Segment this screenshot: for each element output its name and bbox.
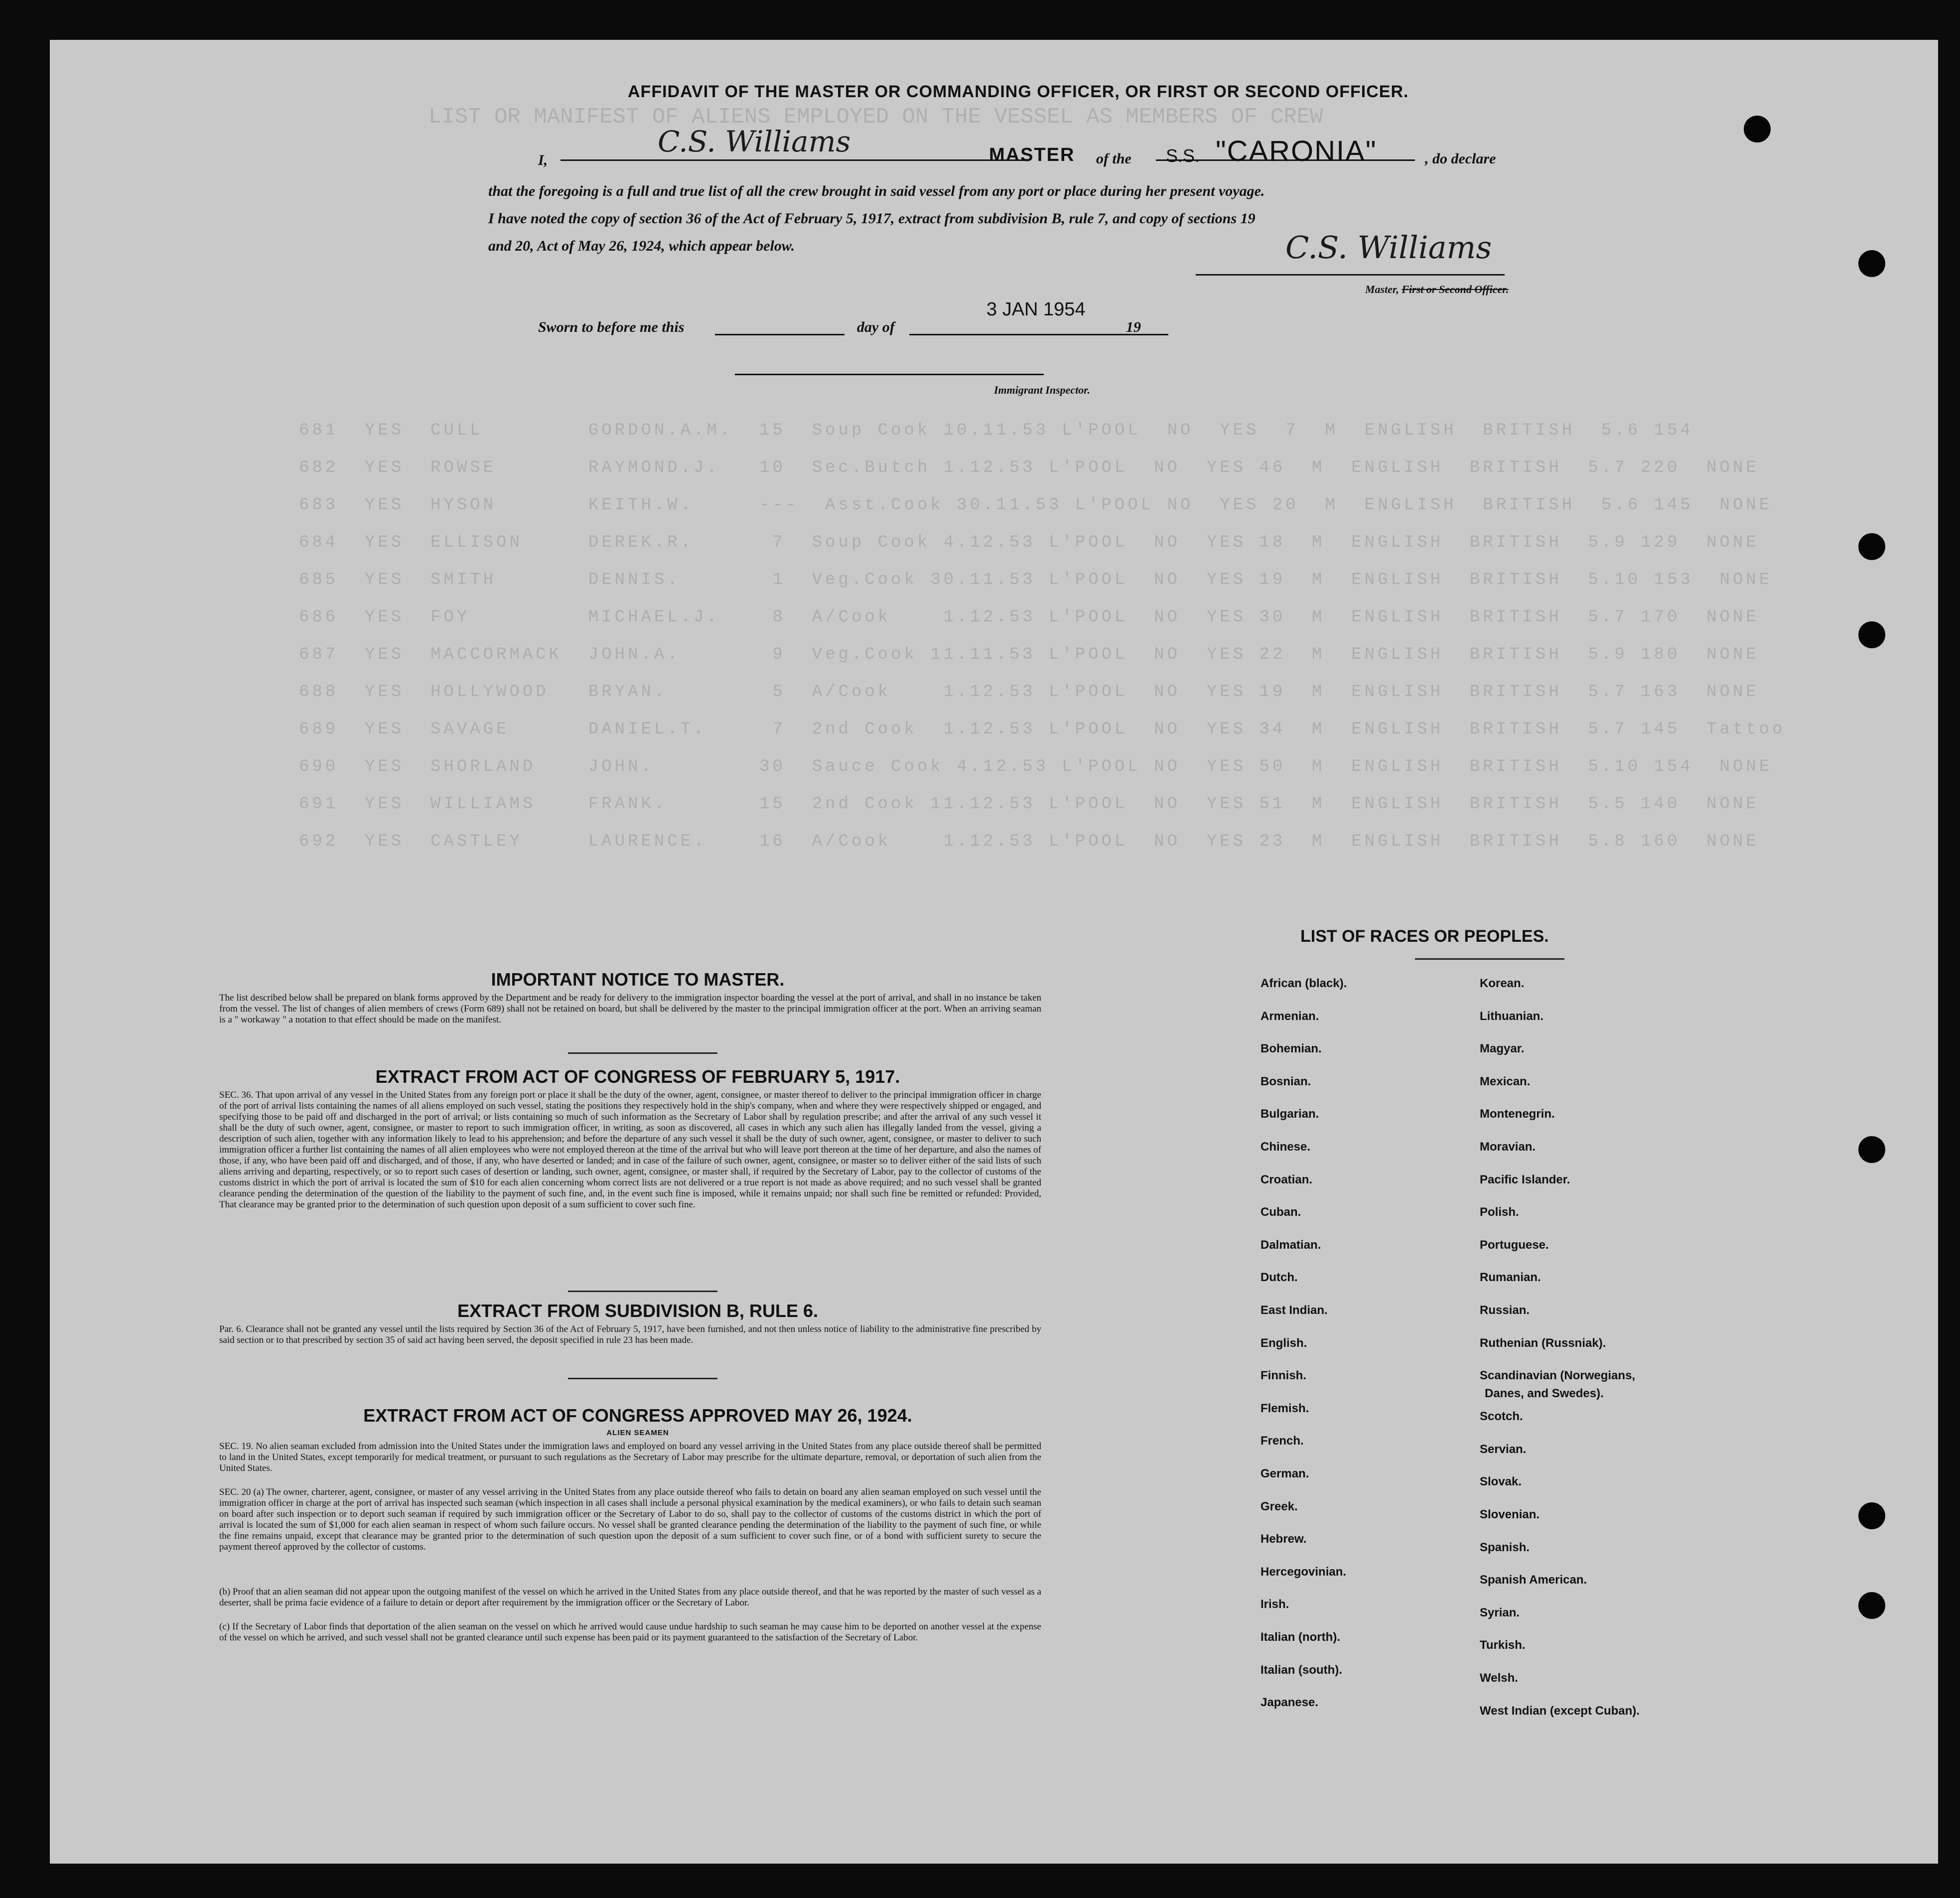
sworn-text: Sworn to before me this (538, 319, 685, 335)
divider (1415, 958, 1564, 960)
master-word: MASTER (989, 145, 1075, 165)
race-item: Flemish. (1260, 1401, 1309, 1415)
race-item: Dutch. (1260, 1271, 1298, 1285)
notice-title: IMPORTANT NOTICE TO MASTER. (491, 969, 785, 990)
race-item: Lithuanian. (1480, 1009, 1543, 1023)
inspector-line (735, 374, 1044, 375)
race-item: Ruthenian (Russniak). (1480, 1336, 1606, 1350)
binder-hole (1858, 621, 1885, 648)
extract-rule6-body: Par. 6. Clearance shall not be granted any vessel until the lists required by Section 36 of the Act of February 5, 1917, have been furnished, and not then unless notice of liability to the administrative fine prescribed by said section or to that prescribed by section 35 of said act having been served, the deposit specified in rule 23 has been made. (219, 1324, 1041, 1345)
race-item: West Indian (except Cuban). (1480, 1704, 1640, 1718)
race-item: Croatian. (1260, 1172, 1313, 1186)
race-item: Slovenian. (1480, 1508, 1540, 1521)
races-title: LIST OF RACES OR PEOPLES. (1300, 927, 1549, 946)
signature-caption-master: Master, (1365, 283, 1399, 295)
extract-rule6-title: EXTRACT FROM SUBDIVISION B, RULE 6. (457, 1301, 819, 1321)
bleed-through-row: 688 YES HOLLYWOOD BRYAN. 5 A/Cook 1.12.53 L'POOL NO YES 19 M ENGLISH BRITISH 5.7 163 NONE (299, 683, 1759, 702)
date-stamp: 3 JAN 1954 (986, 299, 1086, 320)
race-item: Russian. (1480, 1304, 1530, 1317)
bleed-through-header: LIST OR MANIFEST OF ALIENS EMPLOYED ON THE VESSEL AS MEMBERS OF CREW (428, 105, 1323, 130)
divider (568, 1052, 717, 1054)
i-prefix: I, (538, 152, 548, 168)
binder-hole (1858, 533, 1885, 560)
bleed-through-row: 691 YES WILLIAMS FRANK. 15 2nd Cook 11.12.53 L'POOL NO YES 51 M ENGLISH BRITISH 5.5 140 NONE (299, 795, 1759, 814)
race-item: German. (1260, 1467, 1309, 1480)
race-item: Korean. (1480, 977, 1525, 990)
extract-1924-title: EXTRACT FROM ACT OF CONGRESS APPROVED MAY 26, 1924. (363, 1405, 912, 1426)
extract-1924-subtitle: ALIEN SEAMEN (606, 1429, 669, 1437)
extract-1917-body: SEC. 36. That upon arrival of any vessel in the United States from any foreign port or place it shall be the duty of the owner, agent, consignee, or master thereof to deliver to the principal immigration officer in charge of the port of arrival lists containing the names of all aliens employed on such vessel, stating the positions they respectively hold in the ship's company, when and where they were respectively shipped or engaged, and specifying those to be paid off and discharged in the port of arrival; or lists containing so much of such information as the Secretary of Labor shall by regulation prescribe; and after the arrival of any such vessel it shall be the duty of such owner, agent, consignee, or master to report to such immigration officer, in writing, as soon as discovered, all cases in which any such alien has illegally landed from the vessel, giving a description of such alien, together with any information likely to lead to his apprehension; and before the departure of any such vessel it shall be the duty of such owner, agent, consignee, or master to deliver to such immigration officer a further list containing the names of all alien employees who were not employed thereon at the time of the arrival but who will leave port thereon at the time of her departure, and also the names of those, if any, who have been paid off and discharged, and of those, if any, who have deserted or landed; and in case of the failure of such owner, agent, consignee, or master so to deliver either of the said lists of such aliens arriving and departing, respectively, or so to report such cases of desertion or landing, such owner, agent, consignee, or master shall, if required by the Secretary of Labor, pay to the collector of customs of the customs district in which the port of arrival is located the sum of $10 for each alien concerning whom correct lists are not delivered or a true report is not made as above required; and no such vessel shall be granted clearance pending the determination of the question of the liability to the payment of such fine, and, in the event such fine is imposed, while it remains unpaid; nor shall such fine be remitted or refunded: Provided, That clearance may be granted prior to the determination of such question upon deposit of a sum sufficient to cover such fine. (219, 1090, 1041, 1210)
race-item: French. (1260, 1434, 1304, 1448)
race-item: Pacific Islander. (1480, 1172, 1570, 1186)
extract-1924-sec20c: (c) If the Secretary of Labor finds that deportation of the alien seaman on the vessel on which he arrived would cause undue hardship to such seaman he may cause him to be deported on another vessel at the expense of the vessel on which he arrived, and such vessel shall not be granted clearance until such expense has been paid or its payment guaranteed to the satisfaction of the Secretary of Labor. (219, 1621, 1041, 1643)
race-item: Danes, and Swedes). (1485, 1387, 1604, 1401)
divider (568, 1378, 717, 1379)
affidavit-line-4: and 20, Act of May 26, 1924, which appear below. (488, 238, 795, 254)
binder-hole (1858, 250, 1885, 277)
race-item: Spanish American. (1480, 1573, 1587, 1587)
race-item: Cuban. (1260, 1205, 1301, 1219)
divider (568, 1291, 717, 1292)
race-item: African (black). (1260, 977, 1347, 990)
race-item: Slovak. (1480, 1475, 1522, 1489)
race-item: English. (1260, 1336, 1307, 1350)
race-item: Welsh. (1480, 1671, 1518, 1685)
extract-1917-title: EXTRACT FROM ACT OF CONGRESS OF FEBRUARY 5, 1917. (375, 1066, 900, 1087)
race-item: Dalmatian. (1260, 1238, 1321, 1252)
master-name-line (560, 159, 1029, 161)
race-item: Spanish. (1480, 1540, 1530, 1554)
extract-1924-sec20a: SEC. 20 (a) The owner, charterer, agent, consignee, or master of any vessel arriving in the United States from any place outside thereof who fails to detain on board any alien seaman employed on such vessel until the immigration officer in charge at the port of arrival has inspected such seaman (which inspection in all cases shall include a personal physical examination by the medical examiners), or who fails to detain such seaman on board after such inspection or to deport such seaman if required by such immigration officer or the Secretary of Labor to do so, shall pay to the collector of customs of the customs district in which the port of arrival is located the sum of $1,000 for each alien seaman in respect of whom such failure occurs. No vessel shall be granted clearance pending the determination of the liability to the payment of such fine, or while the fine remains unpaid, except that clearance may be granted prior to the determination of such question upon the deposit of a sum sufficient to cover such fine, or of a bond with sufficient surety to secure the payment thereof approved by the collector of customs. (219, 1487, 1041, 1552)
race-item: Bohemian. (1260, 1042, 1322, 1056)
race-item: Polish. (1480, 1205, 1519, 1219)
bleed-through-row: 681 YES CULL GORDON.A.M. 15 Soup Cook 10.11.53 L'POOL NO YES 7 M ENGLISH BRITISH 5.6 154 (299, 421, 1693, 440)
bleed-through-row: 682 YES ROWSE RAYMOND.J. 10 Sec.Butch 1.12.53 L'POOL NO YES 46 M ENGLISH BRITISH 5.7 220 NONE (299, 458, 1759, 477)
extract-1924-sec19: SEC. 19. No alien seaman excluded from admission into the United States under the immigration laws and employed on board any vessel arriving in the United States from any place outside thereof shall be permitted to land in the United States, except temporarily for medical treatment, or pursuant to such regulations as the Secretary of Labor may prescribe for the ultimate departure, removal, or deportation of such alien from the United States. (219, 1441, 1041, 1473)
bleed-through-row: 690 YES SHORLAND JOHN. 30 Sauce Cook 4.12.53 L'POOL NO YES 50 M ENGLISH BRITISH 5.10 154 NONE (299, 757, 1773, 776)
affidavit-heading: AFFIDAVIT OF THE MASTER OR COMMANDING OFFICER, OR FIRST OR SECOND OFFICER. (628, 82, 1409, 101)
bleed-through-row: 689 YES SAVAGE DANIEL.T. 7 2nd Cook 1.12.53 L'POOL NO YES 34 M ENGLISH BRITISH 5.7 145 Tattoo (299, 720, 1786, 739)
race-item: Portuguese. (1480, 1238, 1549, 1252)
vessel-name: "CARONIA" (1216, 135, 1377, 167)
race-item: Scotch. (1480, 1410, 1523, 1424)
bleed-through-row: 687 YES MACCORMACK JOHN.A. 9 Veg.Cook 11.11.53 L'POOL NO YES 22 M ENGLISH BRITISH 5.9 180 NONE (299, 645, 1759, 664)
bleed-through-row: 692 YES CASTLEY LAURENCE. 16 A/Cook 1.12.53 L'POOL NO YES 23 M ENGLISH BRITISH 5.8 160 NONE (299, 832, 1759, 851)
race-item: Italian (north). (1260, 1630, 1340, 1644)
binder-hole (1744, 116, 1771, 143)
race-item: Chinese. (1260, 1140, 1311, 1154)
race-item: Greek. (1260, 1499, 1298, 1513)
race-item: Hebrew. (1260, 1532, 1307, 1546)
binder-hole (1858, 1136, 1885, 1163)
race-item: Servian. (1480, 1442, 1527, 1456)
bleed-through-row: 685 YES SMITH DENNIS. 1 Veg.Cook 30.11.53 L'POOL NO YES 19 M ENGLISH BRITISH 5.10 153 NONE (299, 571, 1773, 589)
bleed-through-row: 684 YES ELLISON DEREK.R. 7 Soup Cook 4.12.53 L'POOL NO YES 18 M ENGLISH BRITISH 5.9 129 NONE (299, 533, 1759, 552)
race-item: Moravian. (1480, 1140, 1536, 1154)
vessel-prefix: S.S. (1166, 146, 1200, 166)
race-item: Turkish. (1480, 1638, 1526, 1652)
do-declare-text: , do declare (1425, 150, 1496, 167)
affidavit-line-2: that the foregoing is a full and true list of all the crew brought in said vessel from any port or place during her present voyage. (488, 183, 1265, 199)
master-name-handwritten: C.S. Williams (658, 125, 851, 158)
race-item: Scandinavian (Norwegians, (1480, 1369, 1636, 1383)
sworn-day-line (715, 334, 844, 335)
notice-body: The list described below shall be prepared on blank forms approved by the Department and be ready for delivery to the immigration inspector boarding the vessel at the port of arrival, and shall in no instance be taken from the vessel. The list of changes of alien members of crews (Form 689) shall not be retained on board, but shall be delivered by the master to the principal immigration officer at the port. When an arriving seaman is a " workaway " a notation to that effect should be made on the manifest. (219, 993, 1041, 1025)
race-item: Montenegrin. (1480, 1107, 1555, 1121)
race-item: Finnish. (1260, 1369, 1306, 1383)
bleed-through-row: 686 YES FOY MICHAEL.J. 8 A/Cook 1.12.53 L'POOL NO YES 30 M ENGLISH BRITISH 5.7 170 NONE (299, 608, 1759, 627)
bleed-through-row: 683 YES HYSON KEITH.W. --- Asst.Cook 30.11.53 L'POOL NO YES 20 M ENGLISH BRITISH 5.6 145 NONE (299, 496, 1773, 515)
manifest-page (50, 40, 1938, 1864)
race-item: Japanese. (1260, 1696, 1319, 1710)
race-item: Armenian. (1260, 1009, 1319, 1023)
race-item: Bulgarian. (1260, 1107, 1319, 1121)
race-item: Hercegovinian. (1260, 1565, 1347, 1579)
inspector-caption: Immigrant Inspector. (994, 384, 1091, 396)
race-item: Bosnian. (1260, 1074, 1311, 1088)
extract-1924-sec20b: (b) Proof that an alien seaman did not appear upon the outgoing manifest of the vessel on which he arrived in the United States from any place outside thereof, and that he was reported by the master of such vessel as a deserter, shall be prima facie evidence of a failure to detain or deport after requirement by the immigration officer or the Secretary of Labor. (219, 1587, 1041, 1608)
signature-caption (1365, 283, 1509, 296)
race-item: Irish. (1260, 1598, 1289, 1611)
race-item: Mexican. (1480, 1074, 1531, 1088)
master-signature: C.S. Williams (1285, 229, 1492, 266)
day-of-text: day of (857, 319, 895, 335)
binder-hole (1858, 1592, 1885, 1619)
affidavit-line-3: I have noted the copy of section 36 of the Act of February 5, 1917, extract from subdivision B, rule 7, and copy of sections 19 (488, 210, 1256, 227)
signature-line (1196, 274, 1505, 276)
race-item: Syrian. (1480, 1606, 1520, 1619)
nineteen-text: 19 (1126, 319, 1141, 335)
of-the-text: of the (1096, 150, 1131, 167)
binder-hole (1858, 1502, 1885, 1529)
signature-caption-struck: First or Second Officer. (1401, 283, 1509, 295)
race-item: Rumanian. (1480, 1271, 1541, 1285)
race-item: Magyar. (1480, 1042, 1525, 1056)
race-item: East Indian. (1260, 1304, 1328, 1317)
race-item: Italian (south). (1260, 1663, 1342, 1677)
